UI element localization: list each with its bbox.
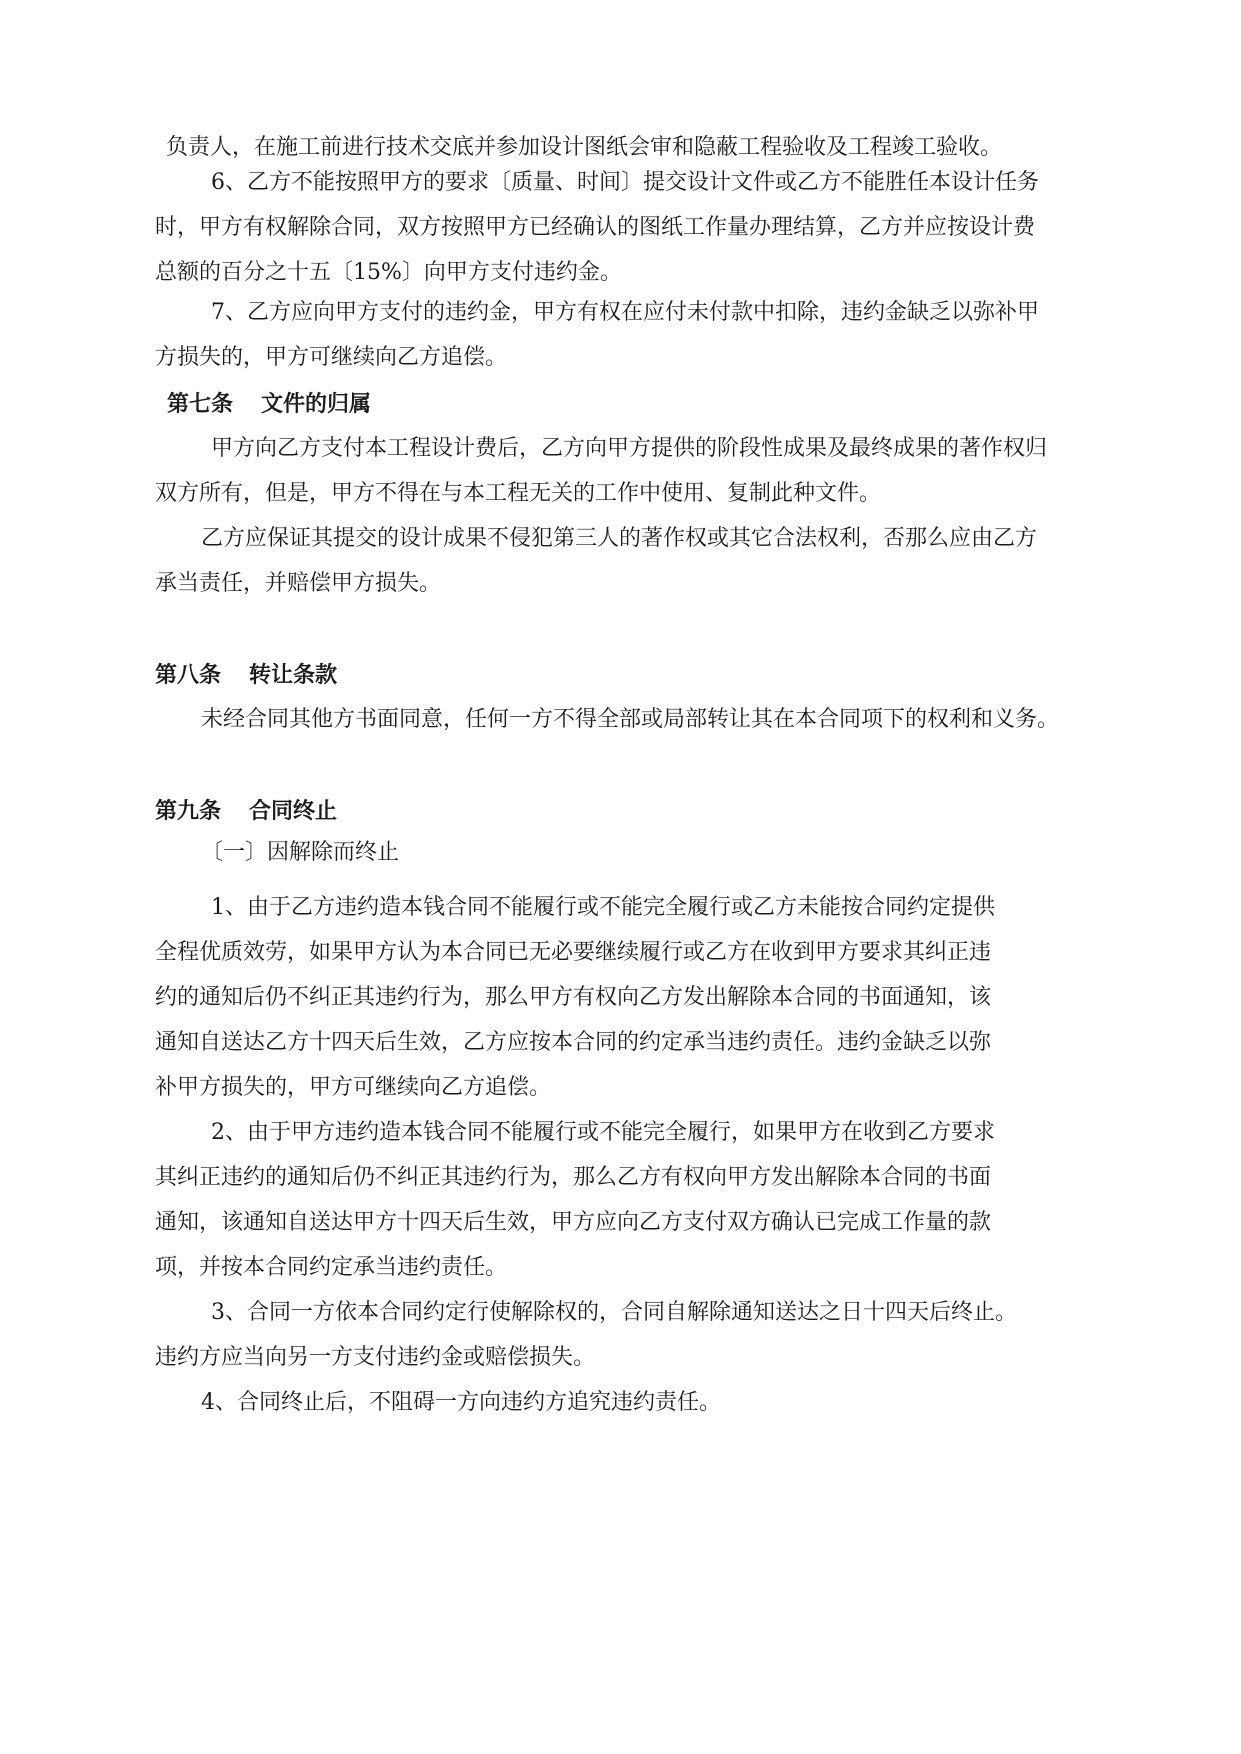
body-line: 方损失的，甲方可继续向乙方追偿。 — [155, 345, 508, 370]
body-line: 其纠正违约的通知后仍不纠正其违约行为，那么乙方有权向甲方发出解除本合同的书面 — [155, 1165, 992, 1190]
body-line: 未经合同其他方书面同意，任何一方不得全部或局部转让其在本合同项下的权利和义务。 — [201, 707, 1060, 732]
article-title: 合同终止 — [249, 798, 338, 824]
article-8-heading — [155, 660, 337, 690]
sub-heading: 〔一〕因解除而终止 — [201, 840, 400, 865]
article-7-heading — [167, 389, 371, 419]
article-number: 第九条 — [155, 798, 222, 824]
body-line: 违约方应当向另一方支付违约金或赔偿损失。 — [155, 1345, 596, 1370]
body-line: 3、合同一方依本合同约定行使解除权的，合同自解除通知送达之日十四天后终止。 — [211, 1300, 1017, 1325]
body-line: 总额的百分之十五〔15%〕向甲方支付违约金。 — [155, 260, 622, 285]
body-line: 4、合同终止后，不阻碍一方向违约方追究违约责任。 — [201, 1390, 721, 1415]
body-line: 双方所有，但是，甲方不得在与本工程无关的工作中使用、复制此种文件。 — [155, 481, 882, 506]
article-number: 第七条 — [167, 391, 234, 417]
body-line: 甲方向乙方支付本工程设计费后，乙方向甲方提供的阶段性成果及最终成果的著作权归 — [211, 436, 1048, 461]
body-line: 通知，该通知自送达甲方十四天后生效，甲方应向乙方支付双方确认已完成工作量的款 — [155, 1210, 992, 1235]
article-title: 转让条款 — [249, 662, 338, 688]
body-line: 时，甲方有权解除合同，双方按照甲方已经确认的图纸工作量办理结算，乙方并应按设计费 — [155, 215, 1036, 240]
body-line: 约的通知后仍不纠正其违约行为，那么甲方有权向乙方发出解除本合同的书面通知，该 — [155, 985, 992, 1010]
body-line: 项，并按本合同约定承当违约责任。 — [155, 1255, 508, 1280]
article-9-heading — [155, 796, 337, 826]
body-line: 承当责任，并赔偿甲方损失。 — [155, 571, 442, 596]
body-line: 2、由于甲方违约造本钱合同不能履行或不能完全履行，如果甲方在收到乙方要求 — [211, 1120, 995, 1145]
body-line: 7、乙方应向甲方支付的违约金，甲方有权在应付未付款中扣除，违约金缺乏以弥补甲 — [211, 300, 1039, 325]
body-line: 补甲方损失的，甲方可继续向乙方追偿。 — [155, 1075, 552, 1100]
body-line: 负责人，在施工前进行技术交底并参加设计图纸会审和隐蔽工程验收及工程竣工验收。 — [166, 135, 1003, 160]
article-title: 文件的归属 — [261, 391, 372, 417]
body-line: 全程优质效劳，如果甲方认为本合同已无必要继续履行或乙方在收到甲方要求其纠正违 — [155, 940, 992, 965]
body-line: 1、由于乙方违约造本钱合同不能履行或不能完全履行或乙方未能按合同约定提供 — [211, 895, 995, 920]
body-line: 通知自送达乙方十四天后生效，乙方应按本合同的约定承当违约责任。违约金缺乏以弥 — [155, 1030, 992, 1055]
body-line: 乙方应保证其提交的设计成果不侵犯第三人的著作权或其它合法权利，否那么应由乙方 — [201, 526, 1038, 551]
body-line: 6、乙方不能按照甲方的要求〔质量、时间〕提交设计文件或乙方不能胜任本设计任务 — [211, 170, 1039, 195]
article-number: 第八条 — [155, 662, 222, 688]
